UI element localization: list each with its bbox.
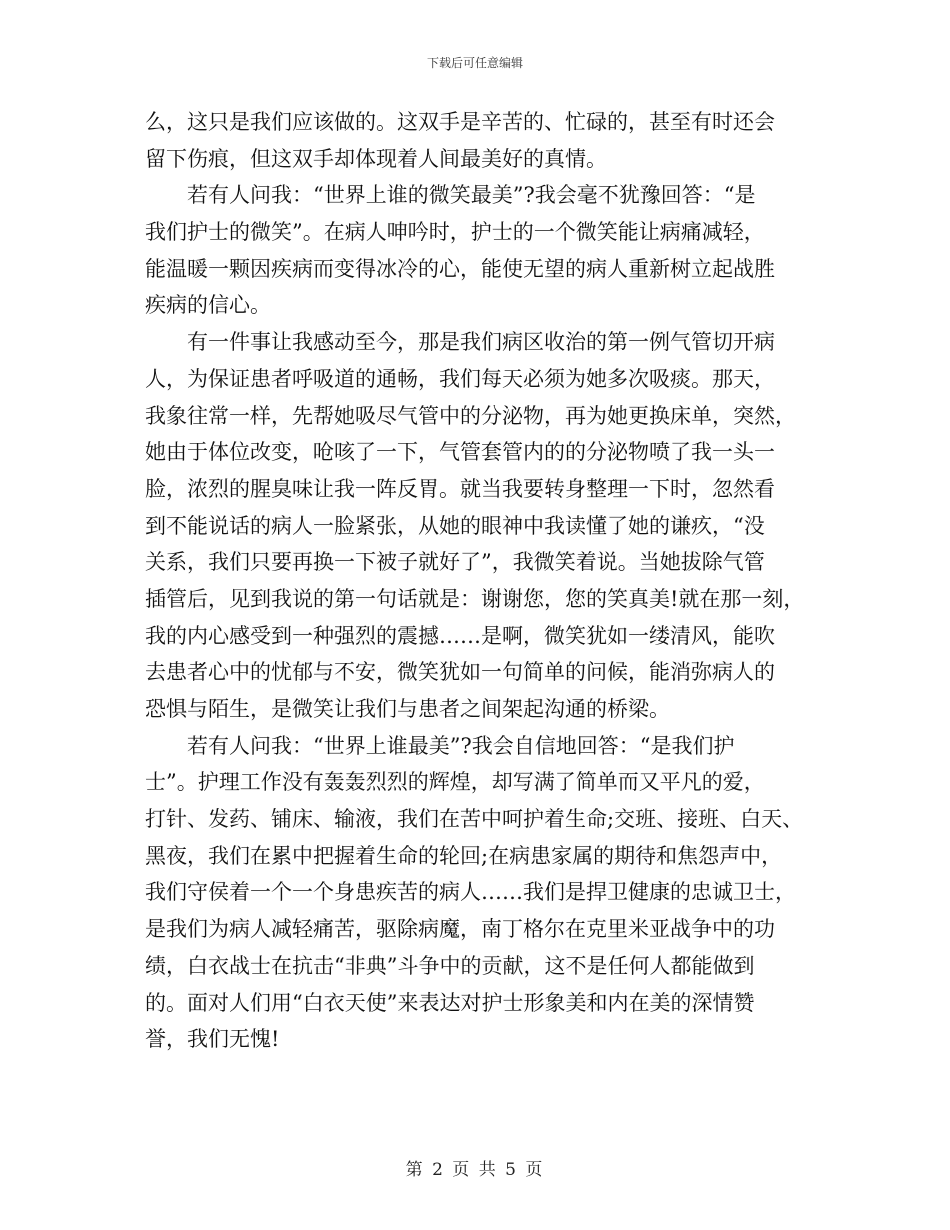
text-line: 关系，我们只要再换一下被子就好了”，我微笑着说。当她拔除气管 [145,550,765,575]
text-line: 到不能说话的病人一脸紧张，从她的眼神中我读懂了她的谦疚，“没 [145,513,765,538]
text-line: 我象往常一样，先帮她吸尽气管中的分泌物，再为她更换床单，突然， [145,403,796,428]
page-number: 第 2 页 共 5 页 [405,1160,545,1180]
text-line: 去患者心中的忧郁与不安，微笑犹如一句简单的问候，能消弥病人的 [145,660,775,685]
text-line: 黑夜，我们在累中把握着生命的轮回;在病患家属的期待和焦怨声中， [145,843,783,868]
text-line: 恐惧与陌生，是微笑让我们与患者之间架起沟通的桥梁。 [145,697,670,721]
text-line: 疾病的信心。 [145,293,271,318]
text-line: 人，为保证患者呼吸道的通畅，我们每天必须为她多次吸痰。那天， [145,366,775,391]
text-line: 能温暖一颗因疾病而变得冰冷的心，能使无望的病人重新树立起战胜 [145,256,775,281]
text-line: 若有人问我：“世界上谁最美”?我会自信地回答：“是我们护 [145,733,735,758]
text-line: 我们守侯着一个一个身患疾苦的病人……我们是捍卫健康的忠诚卫士， [145,880,796,905]
text-line: 是我们为病人减轻痛苦，驱除病魔，南丁格尔在克里米亚战争中的功 [145,917,775,942]
document-body [145,104,815,1058]
text-line: 绩，白衣战士在抗击“非典”斗争中的贡献，这不是任何人都能做到 [145,953,755,978]
text-line: 留下伤痕，但这双手却体现着人间最美好的真情。 [145,146,607,171]
text-line: 誉，我们无愧! [145,1027,280,1052]
text-line: 有一件事让我感动至今，那是我们病区收治的第一例气管切开病 [145,330,775,355]
text-line: 脸，浓烈的腥臭味让我一阵反胃。就当我要转身整理一下时，忽然看 [145,476,775,501]
text-line: 我们护士的微笑”。在病人呻吟时，护士的一个微笑能让病痛减轻， [145,220,765,245]
page-header: 下载后可任意编辑 [426,56,523,70]
text-line: 士”。护理工作没有轰轰烈烈的辉煌，却写满了简单而又平凡的爱， [145,770,765,795]
text-line: 插管后，见到我说的第一句话就是：谢谢您，您的笑真美!就在那一刻， [145,586,805,611]
text-line: 的。面对人们用“白衣天使”来表达对护士形象美和内在美的深情赞 [145,990,755,1015]
text-line: 么，这只是我们应该做的。这双手是辛苦的、忙碌的，甚至有时还会 [145,110,775,134]
text-line: 若有人问我：“世界上谁的微笑最美”?我会毫不犹豫回答：“是 [145,183,756,208]
text-line: 打针、发药、铺床、输液，我们在苦中呵护着生命;交班、接班、白天、 [145,807,804,832]
text-line: 她由于体位改变，呛咳了一下，气管套管内的的分泌物喷了我一头一 [145,440,775,465]
text-line: 我的内心感受到一种强烈的震撼……是啊，微笑犹如一缕清风，能吹 [145,623,775,648]
